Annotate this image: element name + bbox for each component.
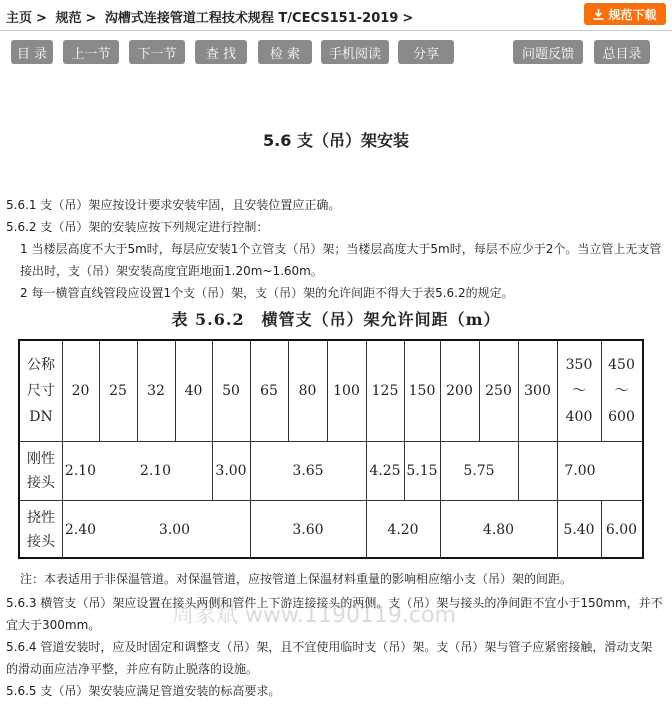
flexible-value: 3.00 — [158, 521, 191, 538]
feedback-button[interactable]: 问题反馈 — [513, 40, 583, 64]
toc-button[interactable]: 目 录 — [11, 40, 53, 64]
prev-section-button[interactable]: 上一节 — [63, 40, 119, 64]
table-caption: 表 5.6.2 横管支（吊）架允许间距（m） — [171, 310, 501, 329]
spacing-table — [18, 339, 644, 559]
flexible-value: 6.00 — [605, 521, 638, 538]
nav-toolbar — [0, 40, 672, 66]
breadcrumb-sep: > — [36, 11, 47, 26]
size-50: 50 — [222, 383, 240, 399]
breadcrumb-sep: > — [85, 11, 97, 26]
rigid-value: 2.10 — [139, 462, 172, 479]
size-200: 200 — [446, 383, 473, 399]
share-button[interactable]: 分享 — [398, 40, 454, 64]
size-250: 250 — [485, 383, 512, 399]
section-title: 5.6 支（吊）架安装 — [263, 131, 409, 150]
table-note: 注：本表适用于非保温管道。对保温管道，应按管道上保温材料重量的影响相应缩小支（吊）架的间距。 — [20, 572, 573, 586]
paragraph-5-6-1: 5.6.1 支（吊）架应按设计要求安装牢固，且安装位置应正确。 — [6, 198, 341, 212]
paragraph-5-6-2: 5.6.2 支（吊）架的安装应按下列规定进行控制： — [6, 220, 269, 234]
rigid-value: 3.00 — [215, 462, 247, 479]
paragraph-5-6-3: 5.6.3 横管支（吊）架应设置在接头两侧和管件上下游连接接头的两侧。支（吊）架与接头的净间距不宜小于150mm，并不宜大于300mm。 — [6, 596, 663, 632]
flexible-value: 3.60 — [292, 521, 324, 538]
main-toc-button[interactable]: 总目录 — [594, 40, 650, 64]
size-80: 80 — [298, 383, 317, 399]
size-25: 25 — [109, 383, 127, 399]
size-150: 150 — [408, 383, 436, 399]
top-bar — [0, 0, 672, 31]
size-350-400: 350 ～ 400 — [565, 357, 593, 425]
size-65: 65 — [260, 383, 278, 399]
paragraph-5-6-5: 5.6.5 支（吊）架安装应满足管道安装的标高要求。 — [6, 684, 281, 698]
size-125: 125 — [371, 383, 399, 399]
header-dn-label: 公称 尺寸 DN — [27, 357, 55, 425]
breadcrumb-sep: > — [402, 11, 414, 26]
rigid-value: 4.25 — [369, 462, 401, 479]
paragraph-item-1: 1 当楼层高度不大于5m时，每层应安装1个立管支（吊）架；当楼层高度大于5m时，每层不应少于2个。当立管上无支管接出时，支（吊）架安装高度宜距地面1.20m~1.60m。 — [20, 242, 662, 278]
rigid-value: 5.75 — [463, 462, 495, 479]
next-section-button[interactable]: 下一节 — [129, 40, 185, 64]
download-label: 规范下载 — [608, 7, 657, 22]
flexible-joint-label: 挠性 接头 — [27, 509, 55, 550]
rigid-value: 2.10 — [64, 462, 97, 479]
breadcrumb-standards[interactable]: 规范 — [55, 11, 82, 26]
flexible-value: 4.20 — [387, 521, 419, 538]
download-button[interactable] — [584, 3, 666, 25]
size-32: 32 — [147, 383, 165, 399]
rigid-value: 3.65 — [292, 462, 324, 479]
size-100: 100 — [333, 383, 360, 399]
flexible-value: 4.80 — [482, 521, 515, 538]
size-450-600: 450 ～ 600 — [608, 357, 635, 425]
breadcrumb-home[interactable]: 主页 — [6, 11, 33, 26]
download-icon — [593, 9, 604, 20]
rigid-value: 5.15 — [406, 462, 438, 479]
breadcrumb-current[interactable]: 沟槽式连接管道工程技术规程 T/CECS151-2019 — [104, 11, 399, 26]
mobile-read-button[interactable]: 手机阅读 — [321, 40, 389, 64]
breadcrumb — [6, 7, 417, 26]
size-300: 300 — [524, 383, 551, 399]
find-button[interactable]: 查 找 — [195, 40, 247, 64]
rigid-value: 7.00 — [564, 462, 596, 479]
watermark: 周家斌 www.1190119.com — [172, 603, 456, 628]
search-button[interactable]: 检 索 — [258, 40, 312, 64]
flexible-value: 5.40 — [563, 521, 595, 538]
paragraph-item-2: 2 每一横管直线管段应设置1个支（吊）架，支（吊）架的允许间距不得大于表5.6.2的规定。 — [20, 286, 514, 300]
flexible-value: 2.40 — [64, 521, 97, 538]
rigid-joint-label: 刚性 接头 — [27, 450, 55, 491]
size-20: 20 — [71, 383, 90, 399]
paragraph-5-6-4: 5.6.4 管道安装时，应及时固定和调整支（吊）架，且不宜使用临时支（吊）架。支（吊）架与管子应紧密接触，滑动支架的滑动面应洁净平整，并应有防止脱落的设施。 — [6, 640, 653, 676]
size-40: 40 — [184, 383, 203, 399]
